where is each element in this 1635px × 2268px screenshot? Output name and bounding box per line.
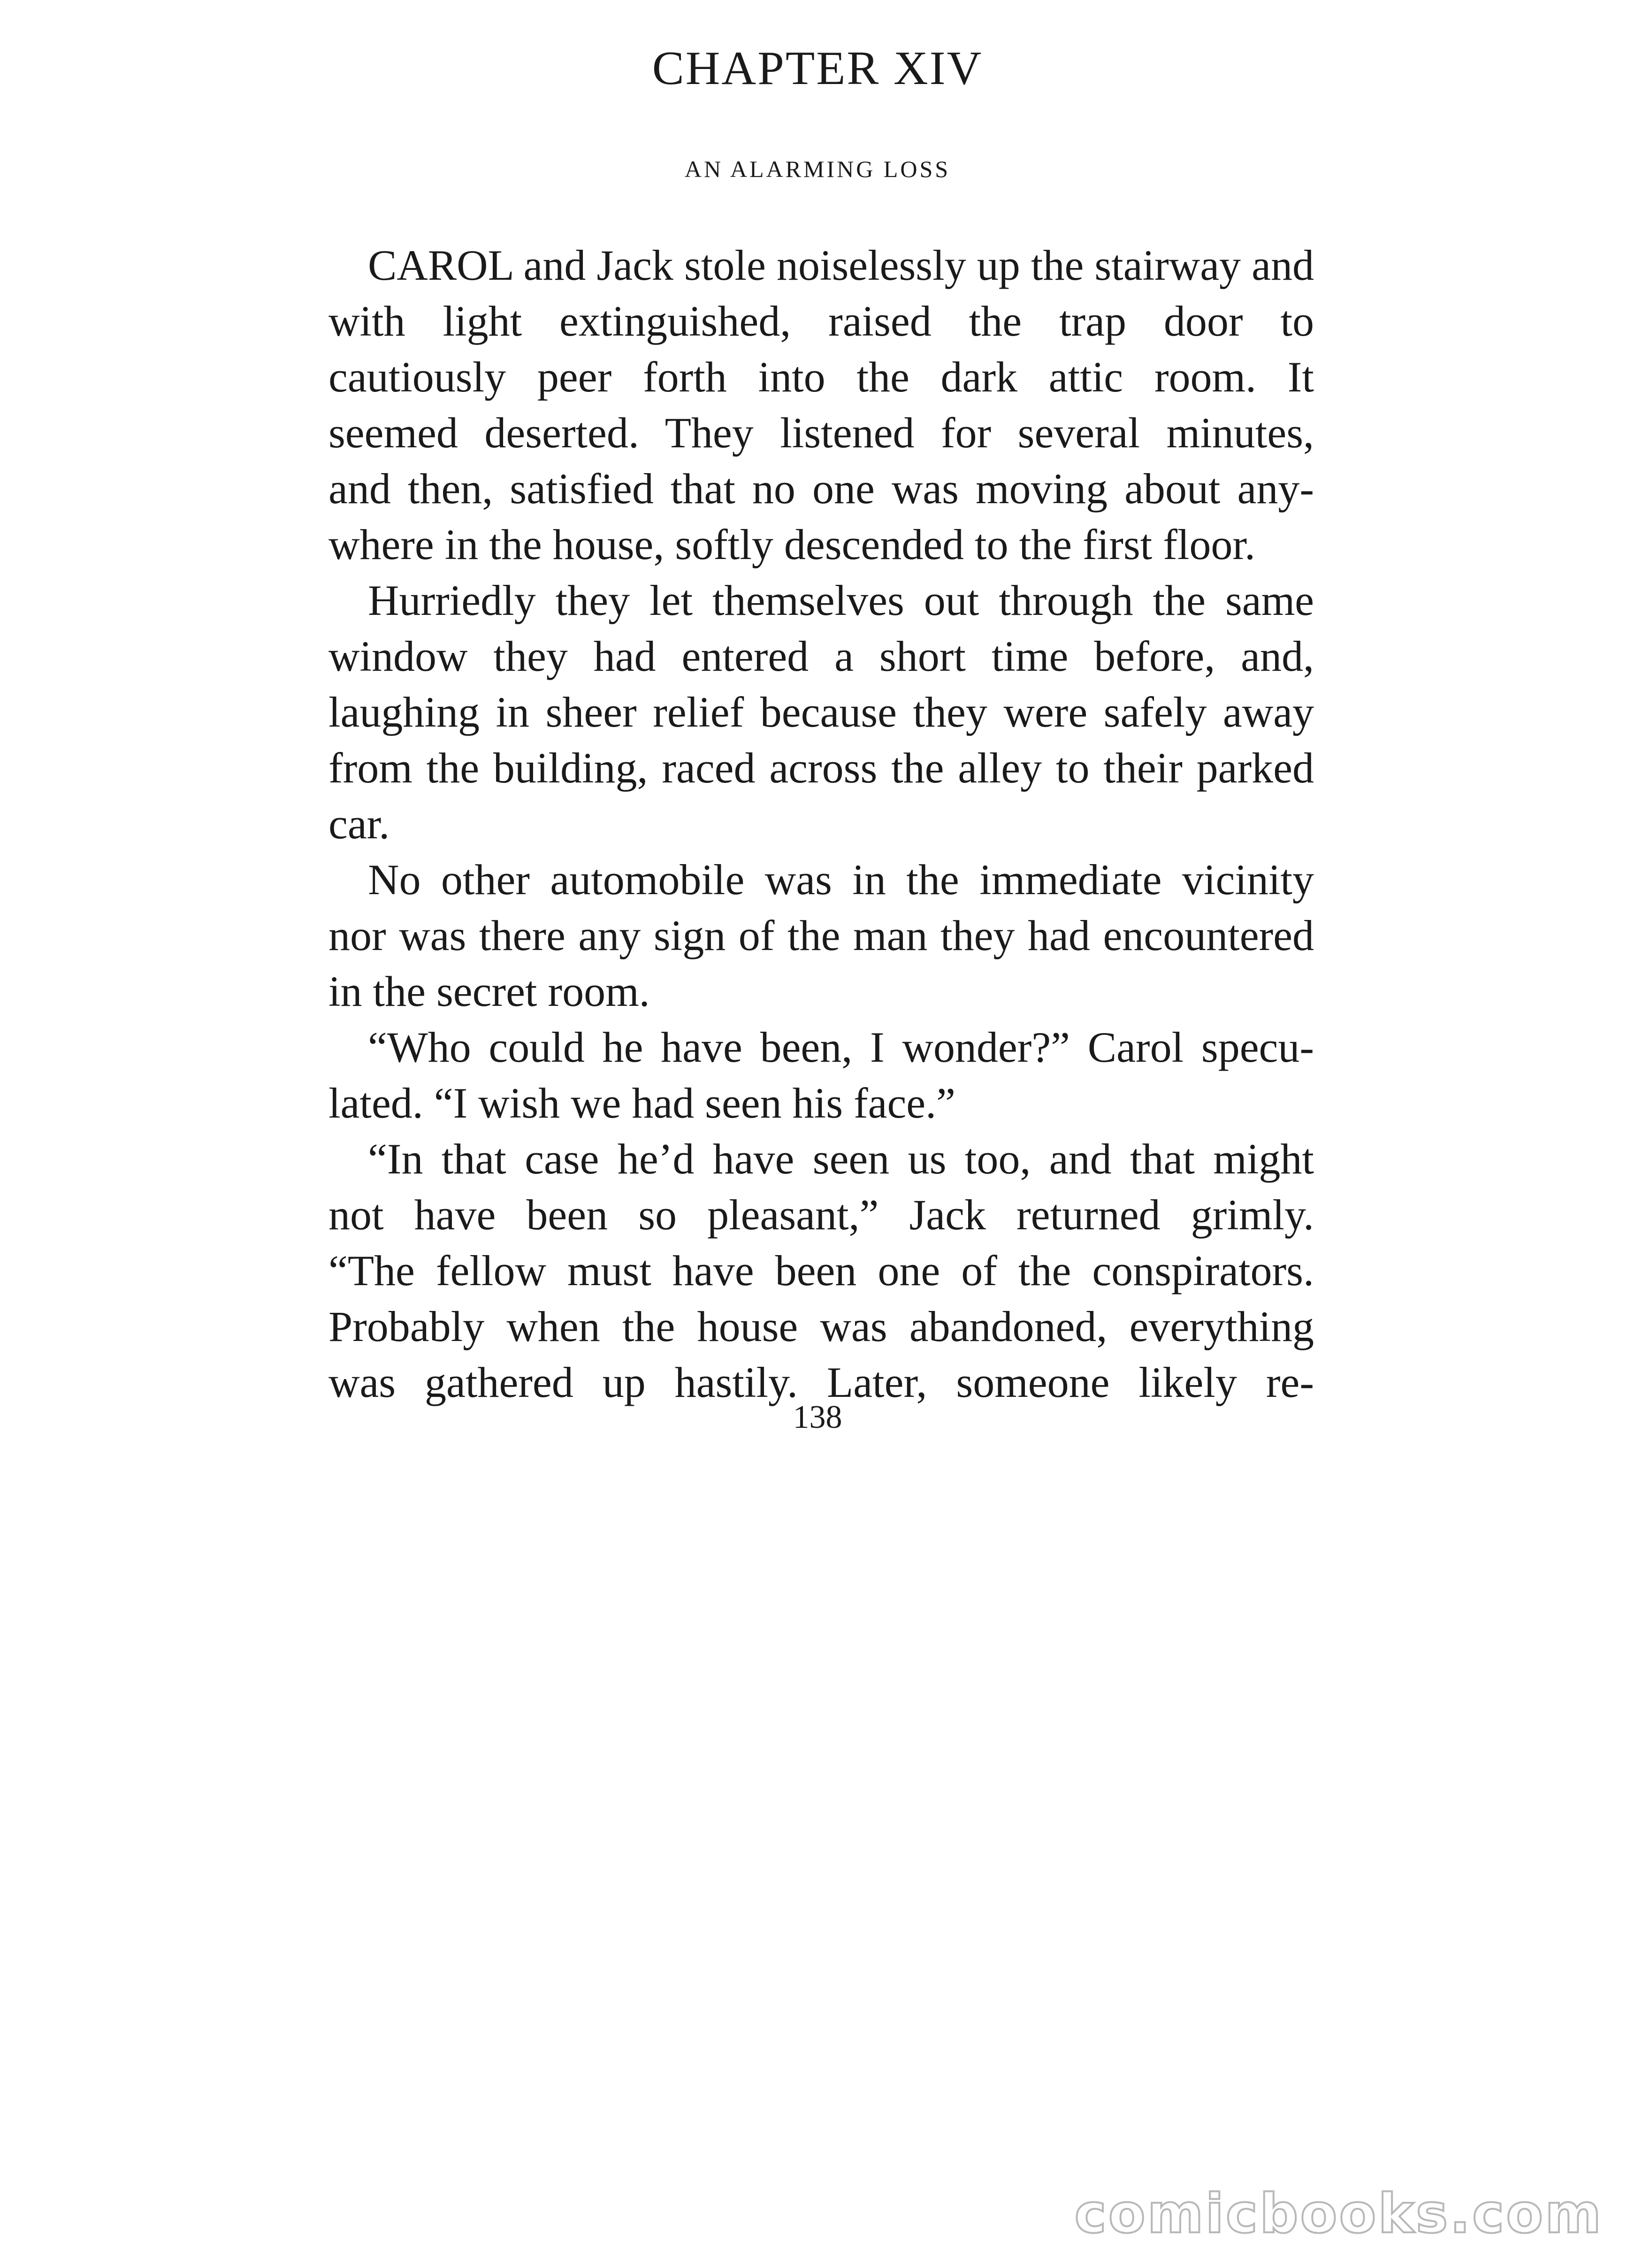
text-line: “The fellow must have been one of the conspirators. xyxy=(329,1247,1314,1295)
text-line: from the building, raced across the alley to their parked xyxy=(329,744,1314,792)
text-line: Probably when the house was abandoned, everything xyxy=(329,1303,1314,1350)
text-line: CAROL and Jack stole noiselessly up the stairway and xyxy=(368,241,1314,289)
text-line: where in the house, softly descended to the first floor. xyxy=(329,521,1255,568)
text-line: with light extinguished, raised the trap door to xyxy=(329,297,1314,345)
page-number: 138 xyxy=(793,1399,842,1435)
text-line: Hurriedly they let themselves out through the same xyxy=(368,576,1314,624)
text-line: No other automobile was in the immediate vicinity xyxy=(368,856,1314,904)
body-text xyxy=(329,238,1314,1410)
chapter-title: CHAPTER XIV xyxy=(652,42,983,95)
text-line: window they had entered a short time before, and, xyxy=(329,632,1314,680)
text-line: car. xyxy=(329,800,390,848)
text-line: seemed deserted. They listened for several minutes, xyxy=(329,409,1314,457)
text-line: lated. “I wish we had seen his face.” xyxy=(329,1079,955,1127)
watermark: comicbooks.com xyxy=(1074,2183,1603,2245)
text-line: cautiously peer forth into the dark attic room. It xyxy=(329,353,1314,401)
text-line: was gathered up hastily. Later, someone likely re- xyxy=(329,1358,1314,1406)
text-line: laughing in sheer relief because they were safely away xyxy=(329,688,1314,736)
text-line: “Who could he have been, I wonder?” Carol specu- xyxy=(368,1023,1314,1071)
text-line: and then, satisfied that no one was moving about any- xyxy=(329,465,1314,513)
text-line: in the secret room. xyxy=(329,967,650,1015)
chapter-subtitle: AN ALARMING LOSS xyxy=(684,156,951,182)
text-line: “In that case he’d have seen us too, and that might xyxy=(368,1135,1314,1183)
text-line: not have been so pleasant,” Jack returned grimly. xyxy=(329,1191,1314,1239)
text-line: nor was there any sign of the man they had encountered xyxy=(329,912,1314,959)
